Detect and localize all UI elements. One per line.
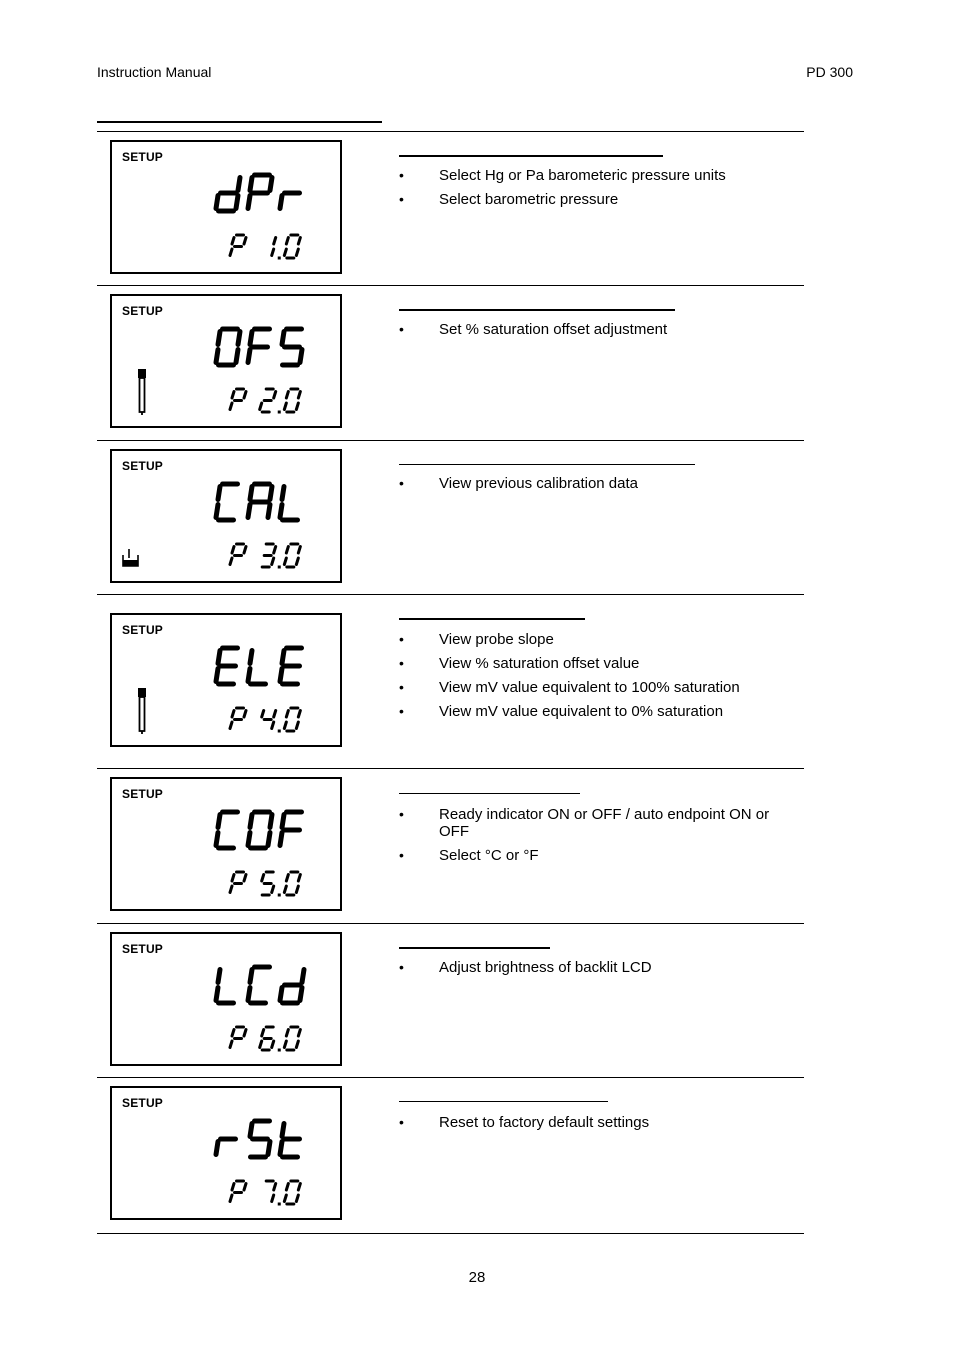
lcd-sub-digit bbox=[230, 1027, 246, 1048]
lcd-main-digit bbox=[282, 329, 302, 365]
parameter-heading-rule bbox=[399, 793, 580, 794]
lcd-main-digit bbox=[250, 1121, 270, 1157]
probe-icon bbox=[135, 688, 149, 739]
lcd-main-digit bbox=[248, 484, 272, 518]
lcd-main-digit bbox=[216, 484, 238, 520]
lcd-segment-readout bbox=[112, 1088, 340, 1218]
lcd-setup-label: SETUP bbox=[122, 623, 164, 637]
lcd-display bbox=[110, 1086, 342, 1220]
lcd-sub-dot bbox=[278, 730, 281, 733]
lcd-sub-digit bbox=[284, 1027, 300, 1050]
lcd-main-digit bbox=[280, 812, 302, 846]
lcd-main-digit bbox=[248, 967, 270, 1003]
setup-row bbox=[97, 1077, 804, 1234]
parameter-description-list bbox=[399, 475, 789, 499]
lcd-main-digit bbox=[280, 648, 302, 684]
lcd-sub-dot bbox=[278, 257, 281, 260]
lcd-sub-dot bbox=[278, 566, 281, 569]
lcd-sub-dot bbox=[278, 411, 281, 414]
parameter-heading-rule bbox=[399, 309, 675, 311]
parameter-heading-rule bbox=[399, 464, 695, 465]
lcd-main-digit bbox=[280, 193, 300, 209]
lcd-sub-digit bbox=[230, 708, 246, 729]
lcd-sub-digit bbox=[230, 544, 246, 565]
lcd-main-digit bbox=[248, 329, 270, 363]
lcd-sub-digit bbox=[284, 708, 300, 731]
parameter-heading-rule bbox=[399, 947, 550, 949]
list-item: • Select Hg or Pa barometeric pressure units bbox=[399, 167, 789, 184]
lcd-main-digit bbox=[216, 970, 234, 1004]
lcd-main-digit bbox=[280, 970, 304, 1004]
lcd-display bbox=[110, 613, 342, 747]
list-item: • Select barometric pressure bbox=[399, 191, 789, 208]
lcd-sub-dot bbox=[278, 1203, 281, 1206]
lcd-setup-label: SETUP bbox=[122, 459, 164, 473]
page-number: 28 bbox=[468, 1269, 486, 1286]
lcd-sub-digit bbox=[284, 1181, 300, 1204]
lcd-setup-label: SETUP bbox=[122, 1096, 164, 1110]
setup-row bbox=[97, 131, 804, 286]
lcd-main-digit bbox=[216, 329, 240, 365]
list-item: • View previous calibration data bbox=[399, 475, 789, 492]
list-item: • Reset to factory default settings bbox=[399, 1114, 789, 1131]
probe-icon bbox=[135, 369, 149, 420]
parameter-description-list bbox=[399, 959, 789, 983]
list-item: • Set % saturation offset adjustment bbox=[399, 321, 789, 338]
lcd-segment-readout bbox=[112, 779, 340, 909]
section-title-rule bbox=[97, 121, 382, 123]
lcd-sub-digit bbox=[230, 872, 246, 893]
lcd-sub-digit bbox=[260, 389, 276, 412]
lcd-display bbox=[110, 449, 342, 583]
lcd-sub-digit bbox=[262, 544, 276, 567]
lcd-sub-digit bbox=[284, 872, 300, 895]
lcd-main-digit bbox=[248, 812, 272, 848]
lcd-sub-digit bbox=[230, 1181, 246, 1202]
list-item: • View mV value equivalent to 0% saturation bbox=[399, 703, 789, 720]
lcd-sub-digit bbox=[262, 711, 276, 729]
lcd-sub-digit bbox=[284, 544, 300, 567]
header-right: PD 300 bbox=[806, 64, 853, 80]
parameter-description-list bbox=[399, 631, 789, 727]
lcd-main-digit bbox=[280, 487, 298, 521]
list-item: • View mV value equivalent to 100% saturation bbox=[399, 679, 789, 696]
parameter-description-list bbox=[399, 806, 789, 871]
lcd-main-digit bbox=[216, 1139, 236, 1155]
lcd-sub-digit bbox=[230, 389, 246, 410]
list-item: • Adjust brightness of backlit LCD bbox=[399, 959, 789, 976]
setup-row bbox=[97, 440, 804, 595]
list-item: • View probe slope bbox=[399, 631, 789, 648]
parameter-heading-rule bbox=[399, 618, 585, 620]
lcd-setup-label: SETUP bbox=[122, 787, 164, 801]
lcd-main-digit bbox=[216, 648, 238, 684]
list-item: • Ready indicator ON or OFF / auto endpoint ON or OFF bbox=[399, 806, 789, 840]
lcd-display bbox=[110, 777, 342, 911]
parameter-heading-rule bbox=[399, 155, 663, 157]
lcd-segment-readout bbox=[112, 934, 340, 1064]
lcd-main-digit bbox=[248, 175, 272, 209]
parameter-description-list bbox=[399, 321, 789, 345]
lcd-main-digit bbox=[216, 178, 240, 212]
lcd-main-digit bbox=[248, 651, 266, 685]
beaker-icon bbox=[121, 548, 141, 573]
lcd-sub-dot bbox=[278, 894, 281, 897]
lcd-setup-label: SETUP bbox=[122, 942, 164, 956]
lcd-display bbox=[110, 932, 342, 1066]
lcd-sub-digit bbox=[284, 235, 300, 258]
lcd-display bbox=[110, 140, 342, 274]
lcd-setup-label: SETUP bbox=[122, 150, 164, 164]
lcd-sub-digit bbox=[272, 238, 276, 256]
setup-row bbox=[97, 923, 804, 1078]
lcd-sub-digit bbox=[284, 389, 300, 412]
lcd-sub-dot bbox=[278, 1049, 281, 1052]
lcd-sub-digit bbox=[266, 1181, 276, 1202]
setup-row bbox=[97, 285, 804, 441]
parameter-description-list bbox=[399, 167, 789, 215]
parameter-description-list bbox=[399, 1114, 789, 1138]
lcd-main-digit bbox=[280, 1124, 300, 1158]
lcd-sub-digit bbox=[260, 1027, 274, 1050]
setup-row bbox=[97, 768, 804, 924]
lcd-display bbox=[110, 294, 342, 428]
lcd-main-digit bbox=[216, 812, 238, 848]
header-left: Instruction Manual bbox=[97, 64, 212, 80]
list-item: • Select °C or °F bbox=[399, 847, 789, 864]
list-item: • View % saturation offset value bbox=[399, 655, 789, 672]
setup-row bbox=[97, 594, 804, 769]
parameter-heading-rule bbox=[399, 1101, 608, 1102]
lcd-setup-label: SETUP bbox=[122, 304, 164, 318]
lcd-sub-digit bbox=[230, 235, 246, 256]
lcd-segment-readout bbox=[112, 142, 340, 272]
lcd-segment-readout bbox=[112, 451, 340, 581]
lcd-sub-digit bbox=[262, 872, 274, 895]
